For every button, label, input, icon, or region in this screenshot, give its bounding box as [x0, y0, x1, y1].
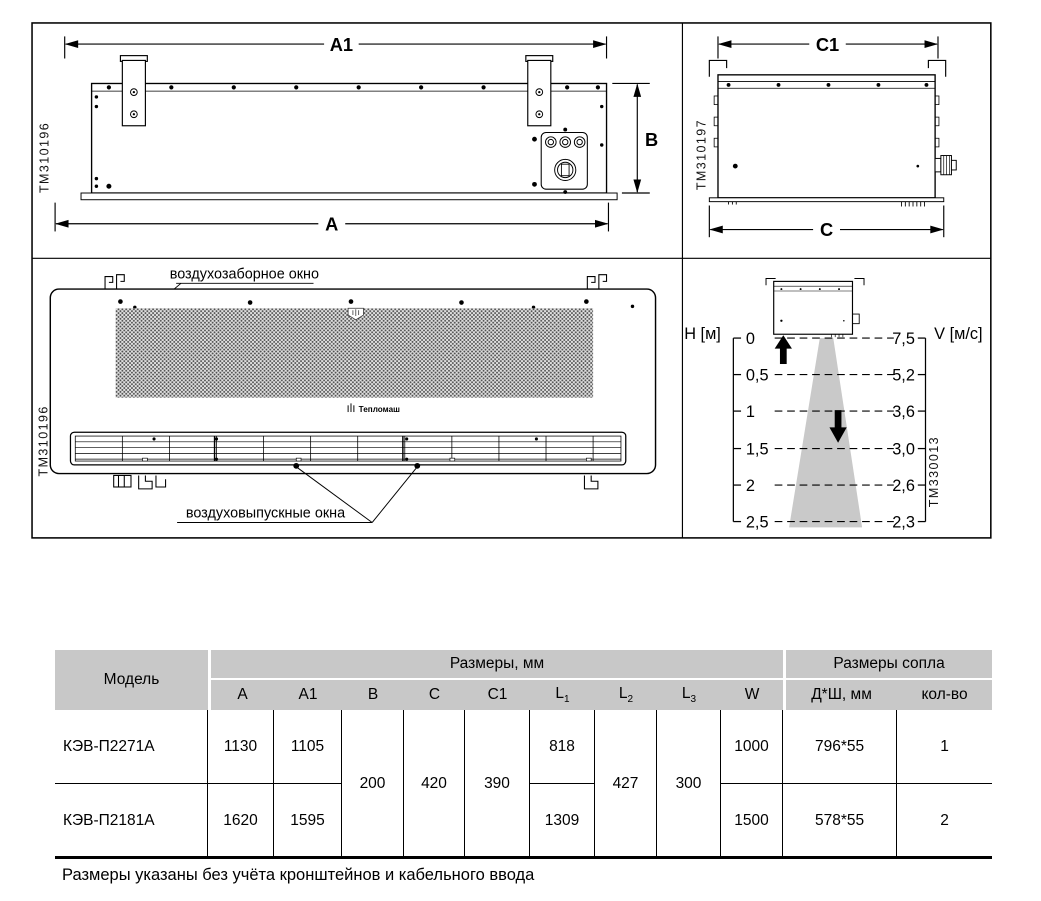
value-l1: 818: [530, 710, 595, 784]
arrowhead: [633, 83, 641, 96]
arrowhead: [593, 40, 606, 48]
intake-arrow-icon: [775, 335, 792, 364]
value-l3-merged: 300: [657, 710, 721, 857]
value-a: 1620: [208, 784, 274, 857]
svg-text:2,3: 2,3: [892, 513, 915, 532]
value-w: 1500: [721, 784, 783, 857]
dim-a1-label: A1: [329, 33, 354, 55]
h-tick-labels: [746, 330, 769, 531]
technical-drawing: [22, 22, 1022, 560]
svg-text:7,5: 7,5: [892, 329, 915, 348]
intake-window-label: воздухозаборное окно: [169, 266, 320, 283]
svg-text:2,6: 2,6: [892, 476, 915, 495]
cable-gland: [935, 156, 956, 175]
rear-view-stamp: TM310196: [37, 121, 52, 194]
dimensions-table: [55, 650, 992, 857]
arrowhead: [595, 220, 608, 228]
col-header-l3: $L_3$: [657, 680, 721, 710]
arrowhead: [709, 226, 722, 234]
rear-view-panel: [37, 33, 658, 235]
group-header-dimensions: Размеры, мм: [208, 650, 783, 680]
col-header-b: B: [342, 680, 404, 710]
side-view-stamp: TM310197: [694, 119, 709, 191]
h-axis-label: H [м]: [684, 325, 721, 344]
value-nozzle-qty: 2: [897, 784, 992, 857]
front-view-panel: [36, 267, 655, 523]
air-jet-cone: [789, 338, 862, 527]
value-a1: 1595: [274, 784, 342, 857]
value-l2-merged: 427: [595, 710, 657, 857]
table-bottom-rule: [55, 856, 992, 859]
outlet-windows-label: воздуховыпускные окна: [185, 505, 346, 522]
value-l1: 1309: [530, 784, 595, 857]
value-nozzle-qty: 1: [897, 710, 992, 784]
dim-a-label: A: [325, 213, 339, 235]
model-name-cell: КЭВ-П2271А: [55, 710, 208, 784]
chart-unit-icon: [766, 279, 864, 338]
leader-dot: [293, 463, 299, 469]
vent-ticks: [729, 202, 925, 207]
svg-text:2,5: 2,5: [745, 513, 769, 532]
col-header-w: W: [721, 680, 783, 710]
arrowhead: [65, 40, 78, 48]
dimensions-footnote: Размеры указаны без учёта кронштейнов и кабельного ввода: [62, 866, 535, 884]
bottom-hooks: [114, 475, 598, 488]
value-c-merged: 420: [404, 710, 465, 857]
model-name-cell: КЭВ-П2181А: [55, 784, 208, 857]
dim-c-label: C: [819, 219, 834, 241]
arrowhead: [718, 40, 731, 48]
arrowhead: [55, 220, 68, 228]
col-header-nozzle-size: Д*Ш, мм: [783, 680, 897, 710]
arrowhead: [925, 40, 938, 48]
value-nozzle-size: 578*55: [783, 784, 897, 857]
svg-text:1: 1: [745, 402, 755, 421]
col-header-model: Модель: [55, 650, 208, 710]
svg-text:2: 2: [745, 476, 755, 495]
value-a1: 1105: [274, 710, 342, 784]
side-view-panel: [694, 34, 956, 241]
brand-logo-text: Тепломаш: [358, 405, 400, 415]
dim-b-label: B: [644, 128, 659, 150]
arrowhead: [930, 226, 943, 234]
side-unit-body: [709, 60, 945, 201]
col-header-c1: C1: [465, 680, 530, 710]
v-tick-labels: [892, 330, 915, 531]
group-header-nozzle: Размеры сопла: [783, 650, 992, 680]
table-group-header-row: [55, 650, 992, 680]
value-nozzle-size: 796*55: [783, 710, 897, 784]
value-a: 1130: [208, 710, 274, 784]
col-header-c: C: [404, 680, 465, 710]
svg-text:0: 0: [745, 329, 755, 348]
value-b-merged: 200: [342, 710, 404, 857]
col-header-nozzle-qty: кол-во: [897, 680, 992, 710]
airflow-chart-panel: [684, 279, 982, 532]
col-header-a1: A1: [274, 680, 342, 710]
table-row: [55, 710, 992, 784]
svg-text:1,5: 1,5: [745, 440, 769, 459]
value-w: 1000: [721, 710, 783, 784]
arrowhead: [633, 180, 641, 193]
value-c1-merged: 390: [465, 710, 530, 857]
col-header-l1: $L_1$: [530, 680, 595, 710]
chart-stamp: TM330013: [926, 436, 941, 508]
front-view-stamp: TM310196: [36, 405, 51, 477]
dim-c1-label: C1: [815, 33, 840, 55]
air-intake-grid: [116, 308, 593, 397]
svg-text:0,5: 0,5: [745, 366, 769, 385]
col-header-l2: $L_2$: [595, 680, 657, 710]
col-header-a: A: [208, 680, 274, 710]
svg-text:3,6: 3,6: [892, 402, 915, 421]
leader-dot: [414, 463, 420, 469]
v-axis-label: V [м/с]: [934, 325, 983, 344]
outlet-grille: [70, 432, 625, 465]
svg-text:3,0: 3,0: [892, 440, 915, 459]
svg-text:5,2: 5,2: [892, 366, 915, 385]
